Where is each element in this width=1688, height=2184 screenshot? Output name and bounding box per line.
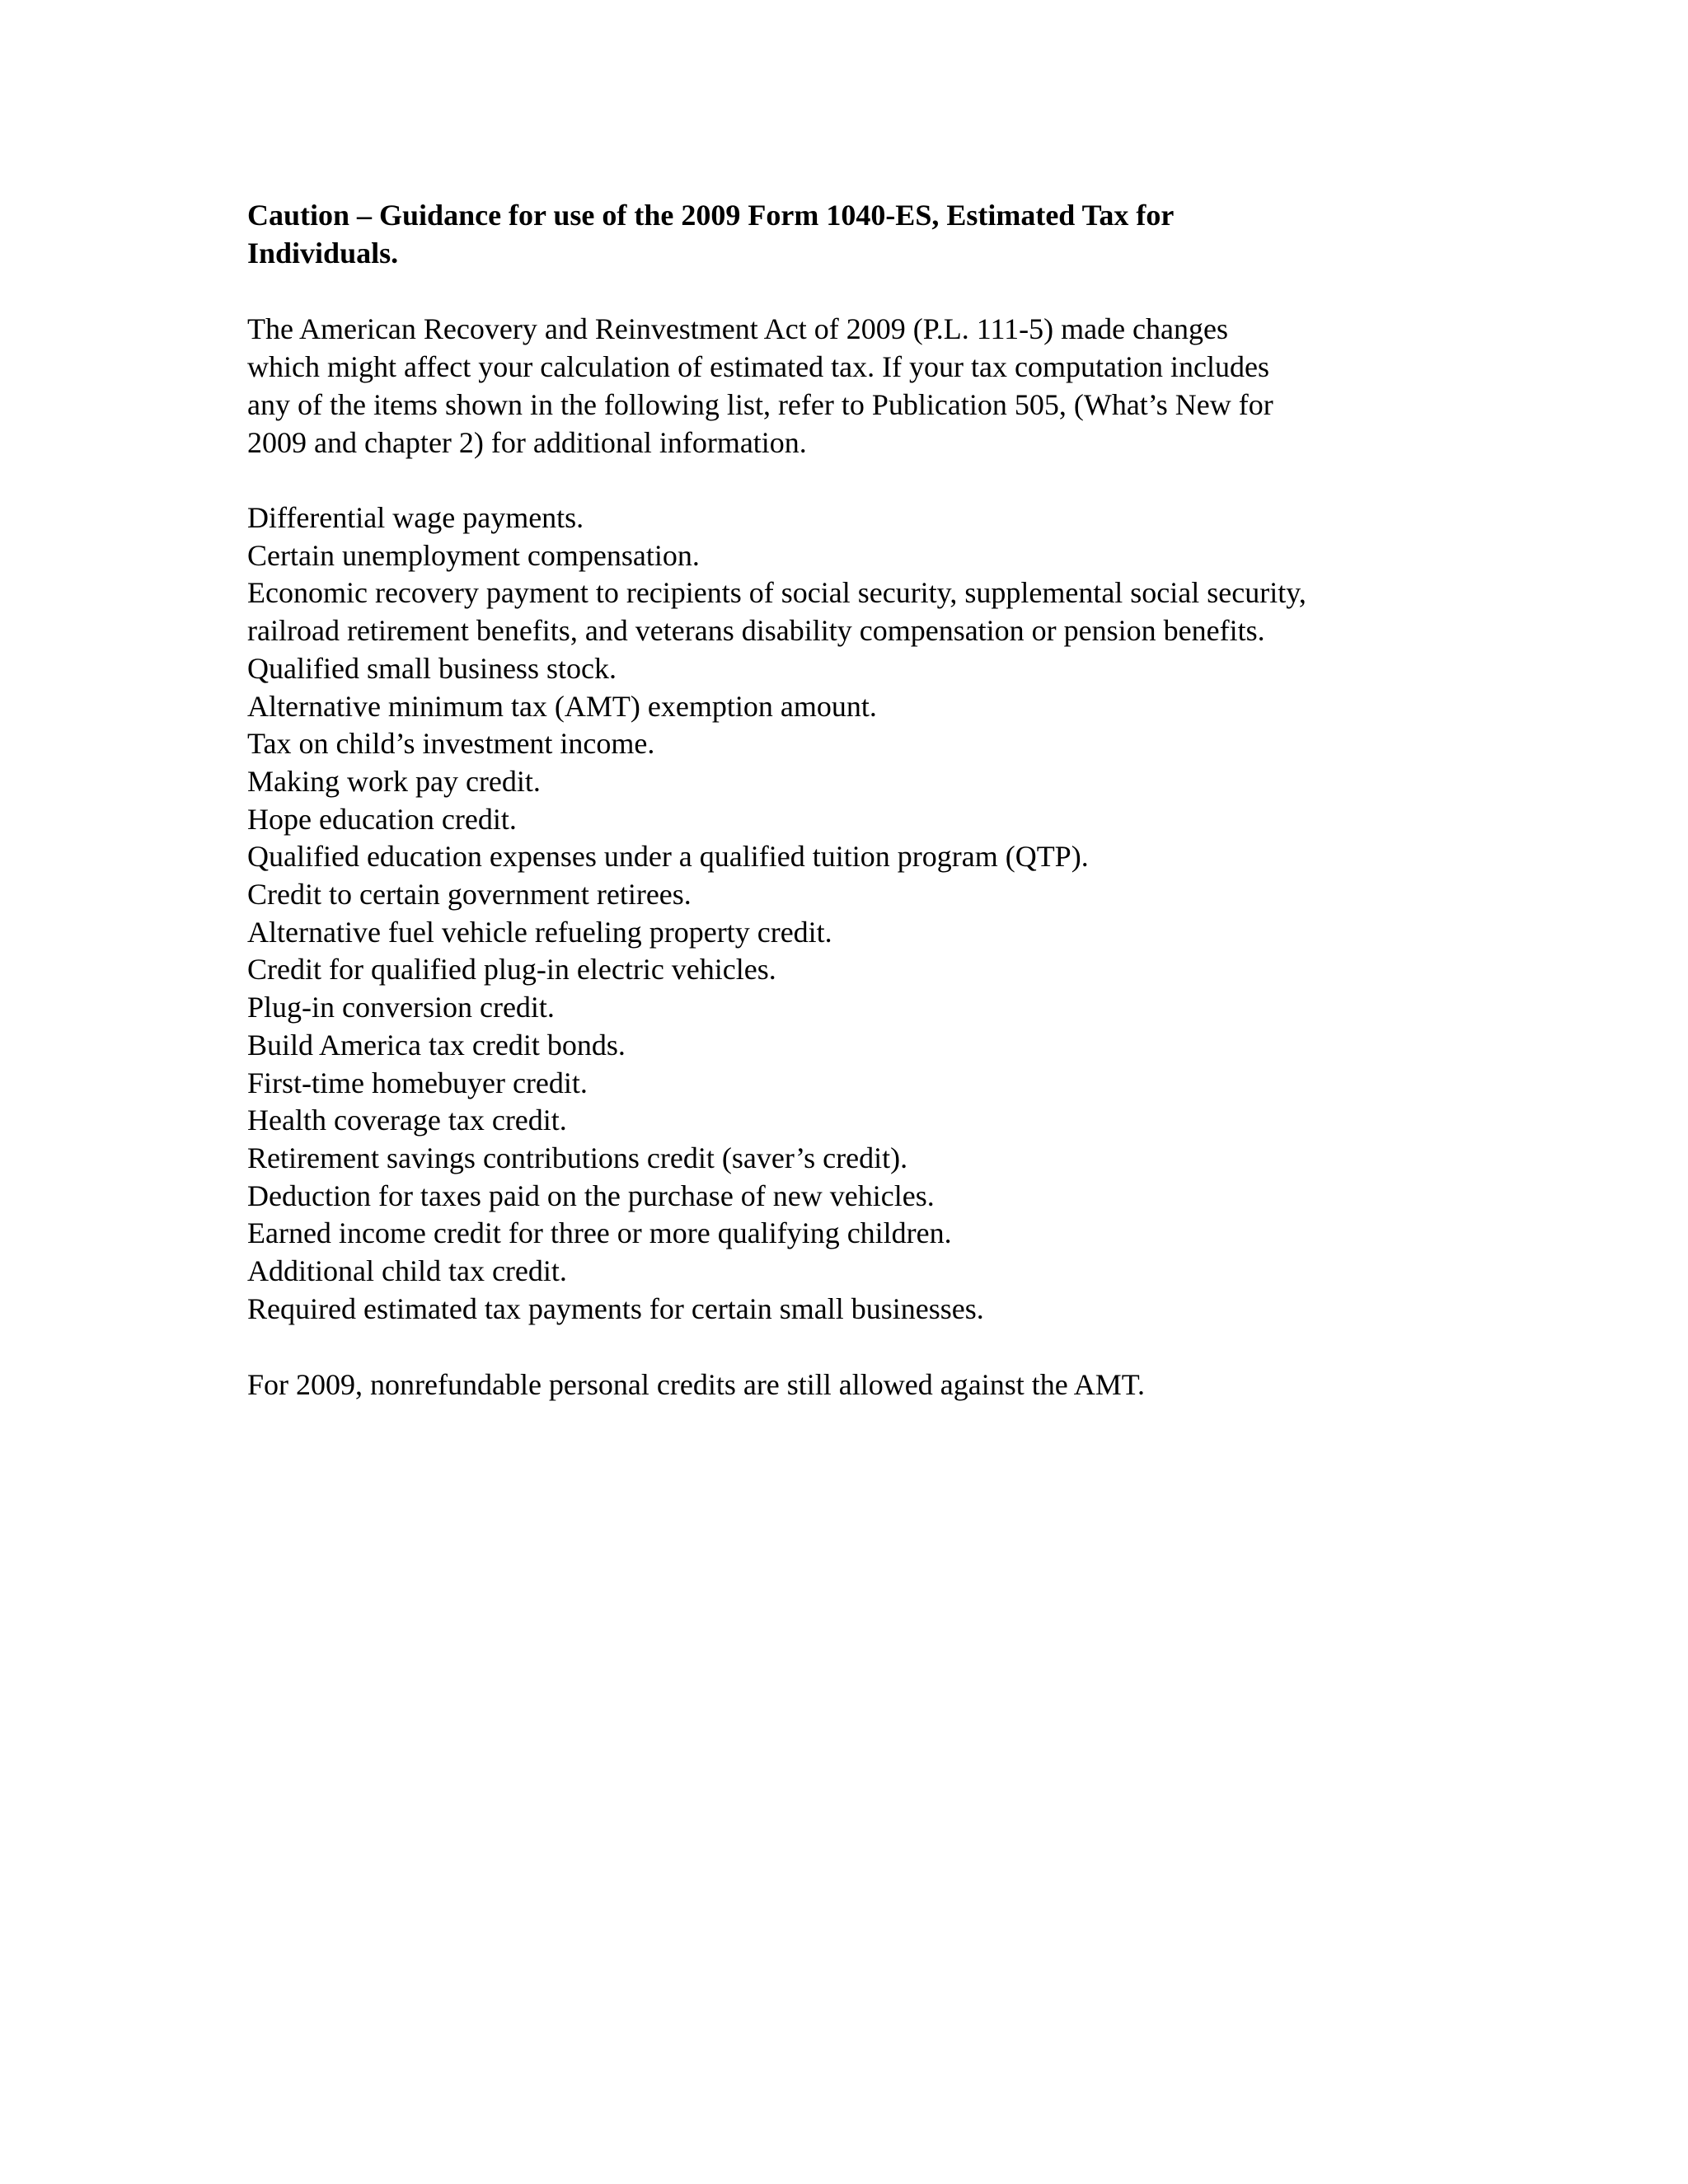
list-item: Earned income credit for three or more qualifying children. [247,1216,952,1250]
intro-line: The American Recovery and Reinvestment Act of 2009 (P.L. 111-5) made changes [247,312,1228,345]
list-item: Retirement savings contributions credit (saver’s credit). [247,1141,908,1174]
intro-paragraph [247,310,1451,462]
list-item: Alternative fuel vehicle refueling property credit. [247,915,832,949]
intro-line: any of the items shown in the following list, refer to Publication 505, (What’s New for [247,388,1273,421]
list-item: Differential wage payments. [247,501,584,534]
list-item: Economic recovery payment to recipients of social security, supplemental social security, [247,576,1306,610]
list-item: First-time homebuyer credit. [247,1066,588,1099]
list-item: Credit for qualified plug-in electric vehicles. [247,953,776,987]
intro-line: which might affect your calculation of estimated tax. If your tax computation includes [247,350,1269,383]
list-item: Making work pay credit. [247,764,541,798]
document-content [247,196,1451,1404]
intro-line: 2009 and chapter 2) for additional information. [247,426,807,459]
list-item: Certain unemployment compensation. [247,538,700,572]
caution-heading [247,196,1451,272]
list-item: Deduction for taxes paid on the purchase of new vehicles. [247,1179,935,1212]
affected-items-list [247,499,1451,1328]
list-item: Build America tax credit bonds. [247,1028,626,1062]
list-item: Plug-in conversion credit. [247,991,555,1024]
list-item: Health coverage tax credit. [247,1104,567,1137]
list-item: railroad retirement benefits, and veterans disability compensation or pension benefits. [247,614,1265,648]
heading-line-1: Caution – Guidance for use of the 2009 Form 1040-ES, Estimated Tax for [247,199,1175,232]
closing-paragraph: For 2009, nonrefundable personal credits are still allowed against the AMT. [247,1368,1146,1402]
list-item: Hope education credit. [247,802,517,836]
list-item: Tax on child’s investment income. [247,727,655,761]
list-item: Alternative minimum tax (AMT) exemption amount. [247,689,877,723]
heading-line-2: Individuals. [247,237,399,269]
list-item: Additional child tax credit. [247,1254,567,1288]
list-item: Qualified small business stock. [247,651,617,685]
list-item: Required estimated tax payments for certain small businesses. [247,1291,984,1325]
list-item: Credit to certain government retirees. [247,878,692,912]
list-item: Qualified education expenses under a qualified tuition program (QTP). [247,840,1089,874]
